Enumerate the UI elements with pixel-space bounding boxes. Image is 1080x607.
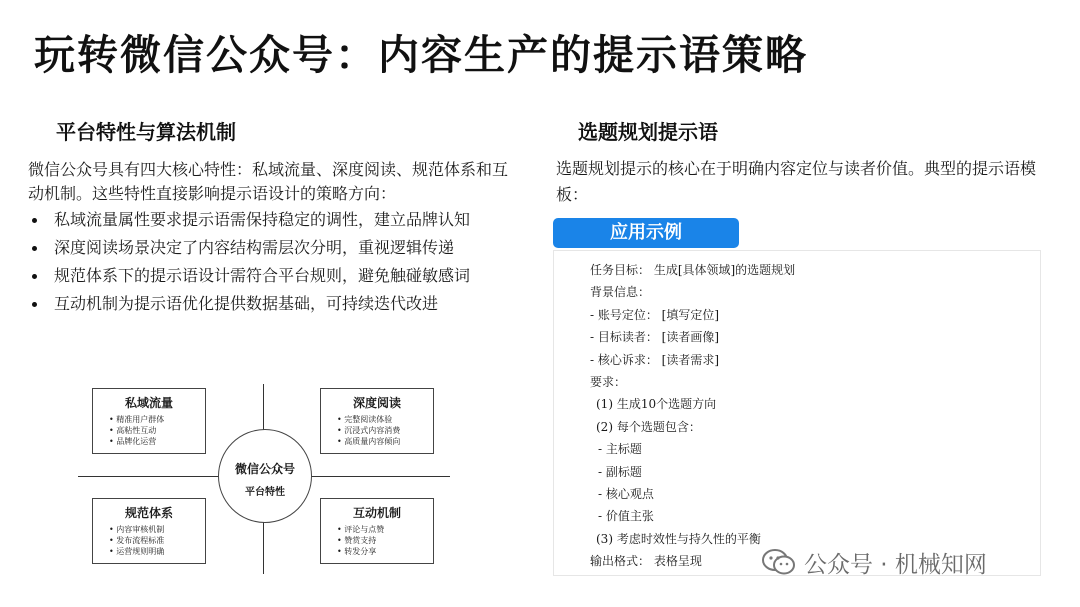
prompt-template-box xyxy=(553,250,1041,576)
quadrant-item: • 高质量内容倾向 xyxy=(337,436,433,447)
center-circle xyxy=(218,429,312,523)
quadrant-item: • 高粘性互动 xyxy=(109,425,205,436)
prompt-line: 背景信息： xyxy=(590,285,651,300)
quadrant-interaction xyxy=(320,498,434,564)
quadrant-title: 规范体系 xyxy=(124,506,173,520)
prompt-line: 任务目标： 生成[具体领域]的选题规划 xyxy=(590,263,796,277)
bullet-item: 规范体系下的提示语设计需符合平台规则，避免触碰敏感词 xyxy=(28,264,518,288)
quadrant-item: • 发布流程标准 xyxy=(109,535,205,546)
prompt-line: - 副标题 xyxy=(598,464,642,479)
platform-features-diagram xyxy=(78,384,450,574)
prompt-line: (1) 生成10个选题方向 xyxy=(596,397,717,412)
prompt-line: - 核心观点 xyxy=(598,487,654,502)
prompt-line: - 价值主张 xyxy=(598,509,654,524)
quadrant-item: • 完整阅读体验 xyxy=(337,414,433,425)
prompt-line: (2) 每个选题包含： xyxy=(596,419,701,434)
quadrant-title: 互动机制 xyxy=(352,506,401,520)
prompt-line: 输出格式： 表格呈现 xyxy=(590,554,702,569)
application-example-tag: 应用示例 xyxy=(553,218,739,248)
bullet-item: 深度阅读场景决定了内容结构需层次分明，重视逻辑传递 xyxy=(28,236,518,260)
feature-bullet-list xyxy=(28,208,518,320)
left-intro: 微信公众号具有四大核心特性：私域流量、深度阅读、规范体系和互动机制。这些特性直接影响提示语设计的策略方向： xyxy=(28,160,509,203)
quadrant-title: 私域流量 xyxy=(124,396,173,410)
quadrant-item: • 转发分享 xyxy=(337,546,433,557)
left-heading: 平台特性与算法机制 xyxy=(56,120,236,144)
prompt-template-lines xyxy=(590,259,795,573)
quadrant-item: • 运营规则明确 xyxy=(109,546,205,557)
prompt-line: - 核心诉求： [读者需求] xyxy=(590,352,720,367)
watermark xyxy=(762,547,987,577)
quadrant-norm-system xyxy=(92,498,206,564)
quadrant-deep-reading xyxy=(320,388,434,454)
quadrant-private-traffic xyxy=(92,388,206,454)
prompt-line: - 主标题 xyxy=(598,442,642,457)
quadrant-item: • 沉浸式内容消费 xyxy=(337,425,433,436)
page-title: 玩转微信公众号：内容生产的提示语策略 xyxy=(34,31,808,79)
quadrant-item: • 品牌化运营 xyxy=(109,436,205,447)
center-subtitle: 平台特性 xyxy=(245,487,285,498)
bullet-item: 私域流量属性要求提示语需保持稳定的调性，建立品牌认知 xyxy=(28,208,518,232)
quadrant-item: • 赞赏支持 xyxy=(337,535,433,546)
bullet-item: 互动机制为提示语优化提供数据基础，可持续迭代改进 xyxy=(28,292,518,316)
quadrant-item: • 内容审核机制 xyxy=(109,524,205,535)
prompt-line: 要求： xyxy=(590,375,627,390)
right-intro: 选题规划提示的核心在于明确内容定位与读者价值。典型的提示语模板： xyxy=(556,159,1037,204)
prompt-line: - 目标读者： [读者画像] xyxy=(590,330,720,345)
quadrant-item: • 评论与点赞 xyxy=(337,524,433,535)
watermark-text: 公众号 · 机械知网 xyxy=(804,551,987,578)
quadrant-item: • 精准用户群体 xyxy=(109,414,205,425)
prompt-line: - 账号定位： [填写定位] xyxy=(590,307,720,322)
quadrant-title: 深度阅读 xyxy=(352,396,401,410)
wechat-icon xyxy=(762,549,796,575)
center-title: 微信公众号 xyxy=(234,462,295,476)
right-heading: 选题规划提示语 xyxy=(578,120,718,144)
prompt-line: (3) 考虑时效性与持久性的平衡 xyxy=(596,531,761,546)
